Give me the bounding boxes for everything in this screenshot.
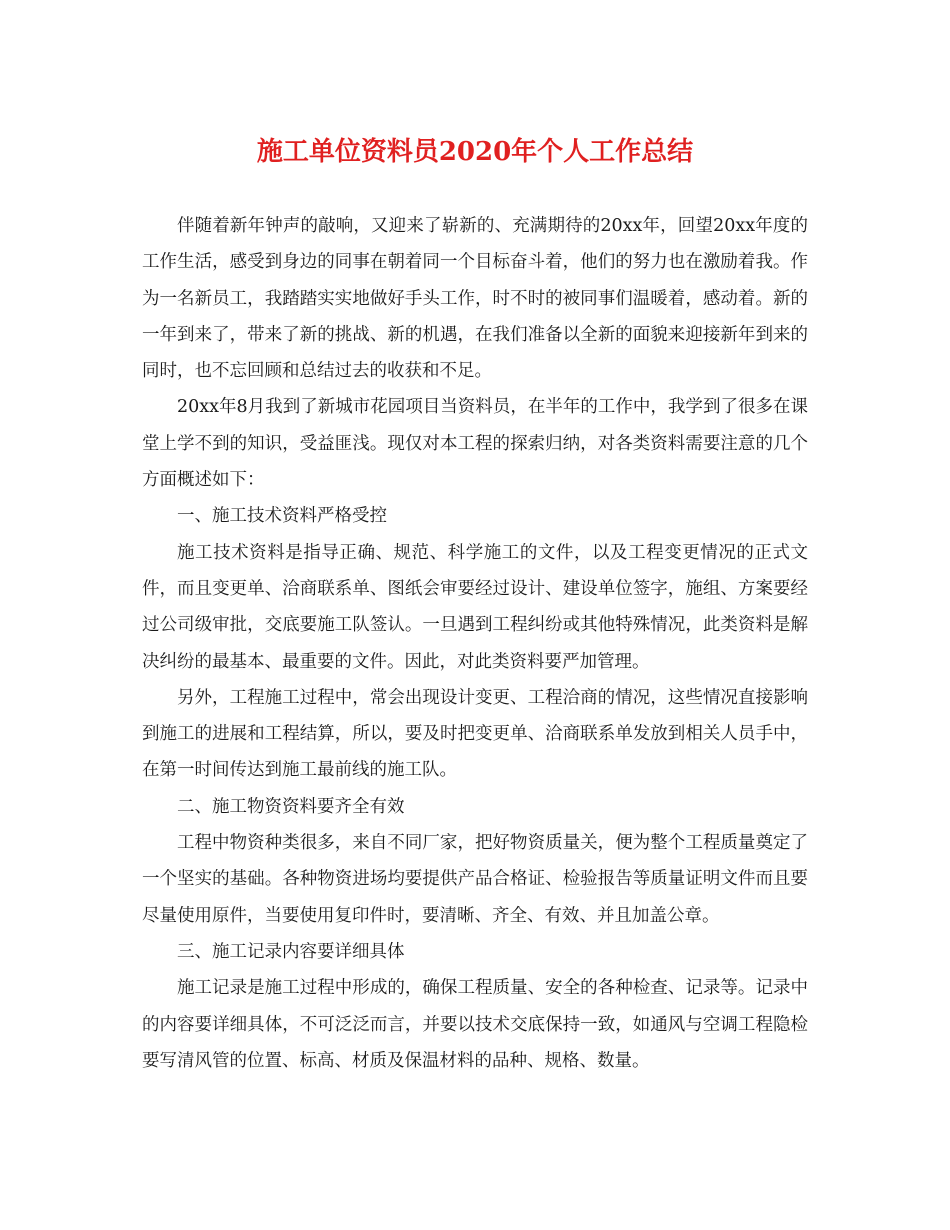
paragraph-materials: 工程中物资种类很多，来自不同厂家，把好物资质量关，便为整个工程质量奠定了一个坚实的基础。各种物资进场均要提供产品合格证、检验报告等质量证明文件而且要尽量使用原件，当要使用复印件时，要清晰、齐全、有效、并且加盖公章。 [142,833,808,926]
section-heading-1: 一、施工技术资料严格受控 [177,506,387,527]
paragraph-intro: 伴随着新年钟声的敲响，又迎来了崭新的、充满期待的20xx年，回望20xx年度的工作生活，感受到身边的同事在朝着同一个目标奋斗着，他们的努力也在激励着我。作为一名新员工，我踏踏实实地做好手头工作，时不时的被同事们温暖着，感动着。新的一年到来了，带来了新的挑战、新的机遇，在我们准备以全新的面貌来迎接新年到来的同时，也不忘回顾和总结过去的收获和不足。 [142,216,808,382]
paragraph-technical-docs: 施工技术资料是指导正确、规范、科学施工的文件，以及工程变更情况的正式文件，而且变更单、洽商联系单、图纸会审要经过设计、建设单位签字，施组、方案要经过公司级审批，交底要施工队签认。一旦遇到工程纠纷或其他特殊情况，此类资料是解决纠纷的最基本、最重要的文件。因此，对此类资料要严加管理。 [142,542,808,672]
paragraph-construction-records: 施工记录是施工过程中形成的，确保工程质量、安全的各种检查、记录等。记录中的内容要详细具体，不可泛泛而言，并要以技术交底保持一致，如通风与空调工程隐检要写清风管的位置、标高、材质及保温材料的品种、规格、数量。 [142,978,808,1071]
paragraph-design-changes: 另外，工程施工过程中，常会出现设计变更、工程洽商的情况，这些情况直接影响到施工的进展和工程结算，所以，要及时把变更单、洽商联系单发放到相关人员手中，在第一时间传达到施工最前线的施工队。 [142,687,808,781]
paragraph-overview: 20xx年8月我到了新城市花园项目当资料员，在半年的工作中，我学到了很多在课堂上学不到的知识，受益匪浅。现仅对本工程的探索归纳，对各类资料需要注意的几个方面概述如下： [142,397,808,491]
section-heading-3: 三、施工记录内容要详细具体 [177,941,405,962]
document-title: 施工单位资料员2020年个人工作总结 [256,137,694,167]
section-heading-2: 二、施工物资资料要齐全有效 [177,796,405,817]
